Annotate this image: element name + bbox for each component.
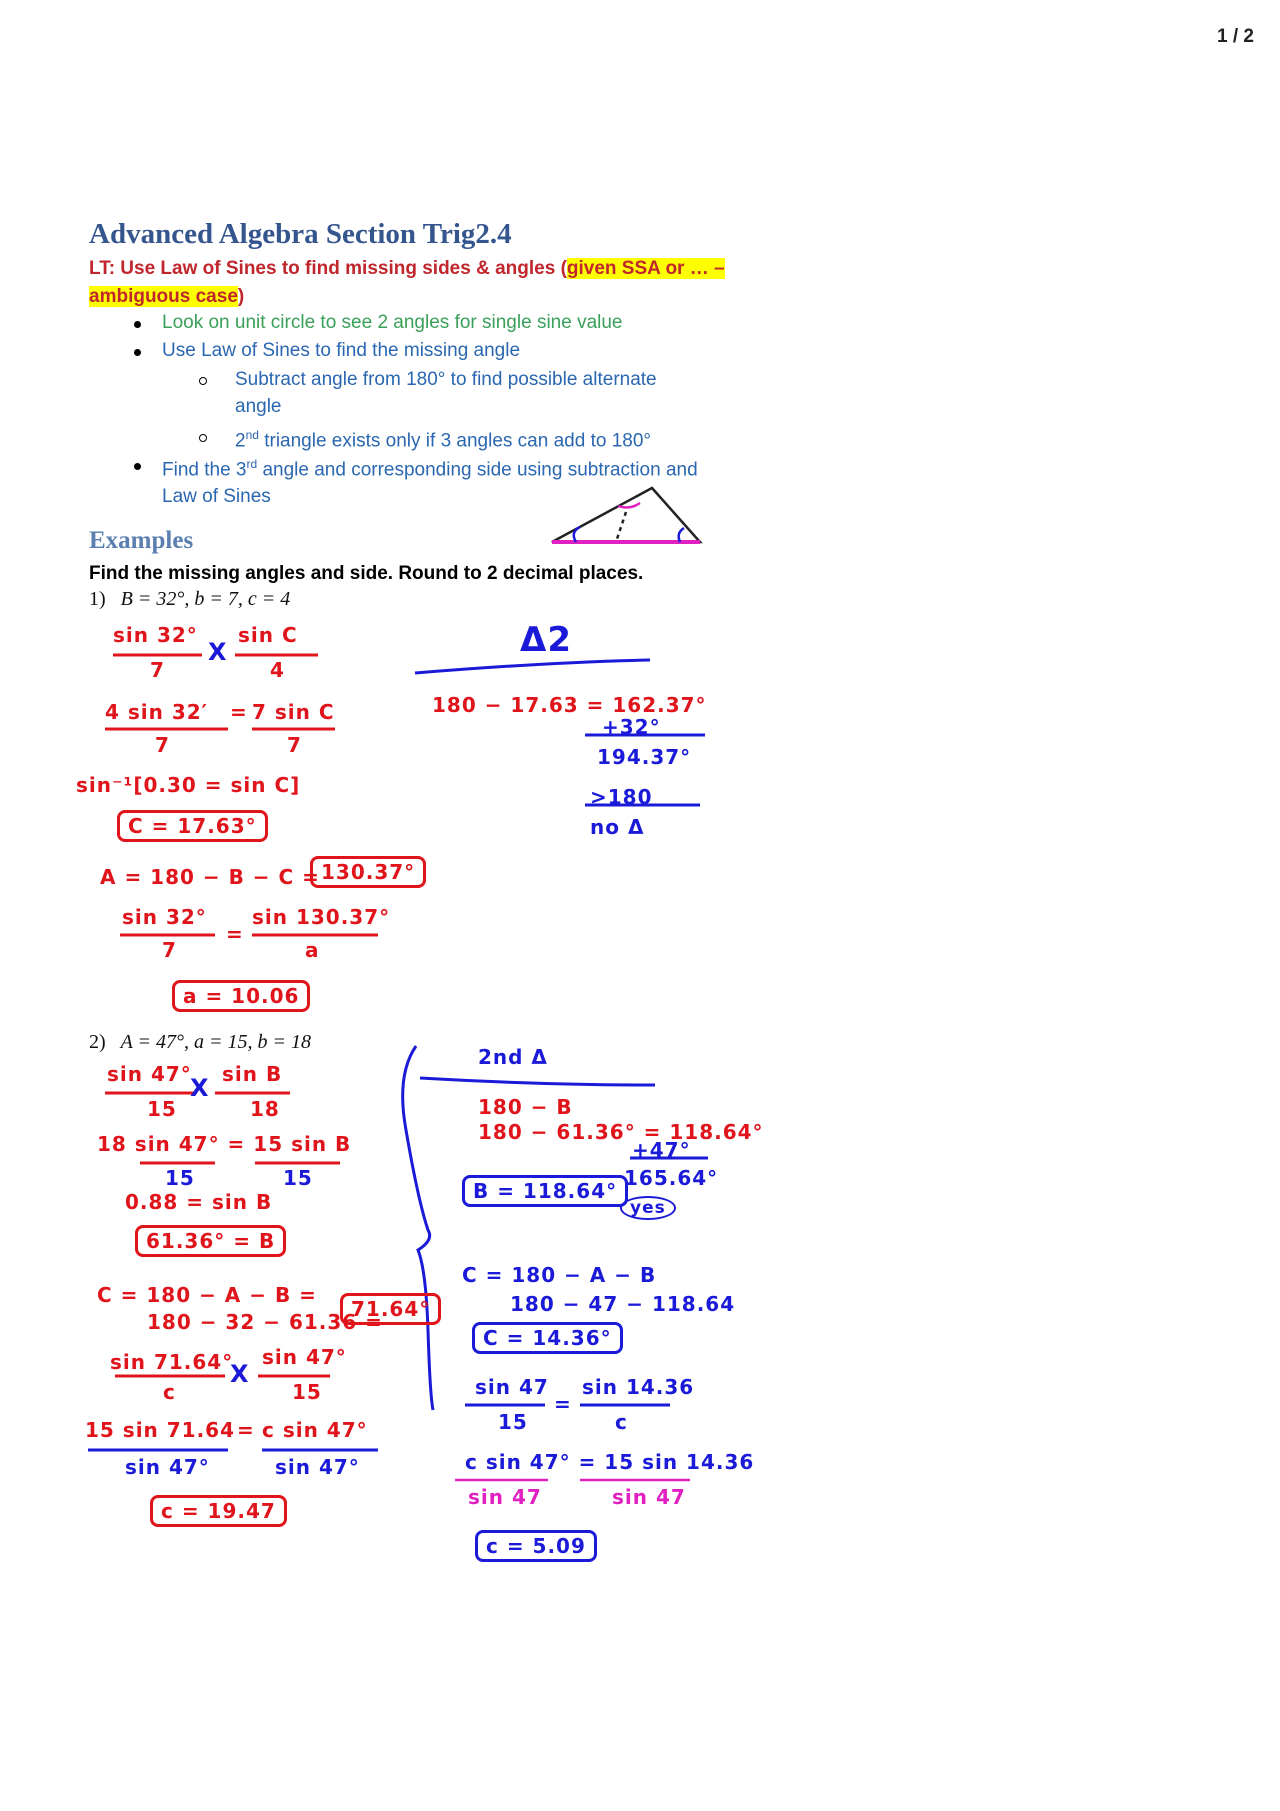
p1-step2-rhs: 7 sin C xyxy=(252,700,335,724)
p1-frac2-den: 4 xyxy=(270,658,285,682)
page-title: Advanced Algebra Section Trig2.4 xyxy=(89,218,512,250)
p1-a-line: A = 180 − B − C = xyxy=(100,865,320,889)
p2-ls-den2: 15 xyxy=(292,1380,322,1404)
p2-right-ls-den2: c xyxy=(615,1410,628,1434)
p1-result-a: a = 10.06 xyxy=(172,980,310,1012)
p2-right-result-b: B = 118.64° xyxy=(462,1175,628,1207)
p2-step4-eq: = xyxy=(237,1418,255,1442)
p2-ls-num2: sin 47° xyxy=(262,1345,347,1369)
p2-frac2-den: 18 xyxy=(250,1097,280,1121)
instructions: Find the missing angles and side. Round to 2 decimal places. xyxy=(89,563,644,584)
p2-right-step: c sin 47° = 15 sin 14.36 xyxy=(465,1450,755,1474)
p1-right-line2: +32° xyxy=(602,715,661,739)
p2-right-c-line1: C = 180 − A − B xyxy=(462,1263,657,1287)
p2-right-ls-num1: sin 47 xyxy=(475,1375,549,1399)
p2-frac2-num: sin B xyxy=(222,1062,283,1086)
p2-right-heading: 2nd Δ xyxy=(478,1045,548,1069)
p2-right-ls-num2: sin 14.36 xyxy=(582,1375,695,1399)
sub-bullet-2-post: triangle exists only if 3 angles can add to 180° xyxy=(258,430,651,452)
p2-result-c: c = 19.47 xyxy=(150,1495,287,1527)
p1-frac1-num: sin 32° xyxy=(113,623,198,647)
p2-right-line4: 165.64° xyxy=(624,1166,719,1190)
p2-frac1-num: sin 47° xyxy=(107,1062,192,1086)
p2-right-result-c: C = 14.36° xyxy=(472,1322,623,1354)
p1-ls-num1: sin 32° xyxy=(122,905,207,929)
p2-step2-den2: 15 xyxy=(283,1166,313,1190)
problem-2-givens: A = 47°, a = 15, b = 18 xyxy=(120,1031,312,1053)
p2-right-result-c2: c = 5.09 xyxy=(475,1530,597,1562)
p1-frac1-den: 7 xyxy=(150,658,165,682)
problem-2-number: 2) xyxy=(89,1031,106,1053)
sub-bullet-1-line1: Subtract angle from 180° to find possible alternate xyxy=(235,369,657,390)
p1-result-c: C = 17.63° xyxy=(117,810,268,842)
p2-right-ls-den1: 15 xyxy=(498,1410,528,1434)
bullet-3-sup: rd xyxy=(246,457,258,471)
lt-line1-text: LT: Use Law of Sines to find missing sides & angles ( xyxy=(89,258,567,279)
p1-step3: sin⁻¹[0.30 = sin C] xyxy=(76,773,301,797)
bullet-3-post: angle and corresponding side using subtraction and xyxy=(257,459,698,481)
sub-bullet-1-line2: angle xyxy=(235,396,282,417)
p2-c-line1: C = 180 − A − B = xyxy=(97,1283,317,1307)
cross-multiply-mark: X xyxy=(230,1360,250,1388)
cross-multiply-mark: X xyxy=(190,1074,210,1102)
p2-step4-den2: sin 47° xyxy=(275,1455,360,1479)
p1-right-line5: no Δ xyxy=(590,815,645,839)
p1-step2-eq: = xyxy=(230,700,248,724)
problem-1-givens: B = 32°, b = 7, c = 4 xyxy=(120,588,291,610)
p2-c-line2: 180 − 32 − 61.36 = xyxy=(147,1310,383,1334)
p1-step2-den1: 7 xyxy=(155,733,170,757)
lt-line2-highlight: ambiguous case xyxy=(89,286,238,307)
p2-step4-rhs: c sin 47° xyxy=(262,1418,368,1442)
p2-right-c-line2: 180 − 47 − 118.64 xyxy=(510,1292,736,1316)
p1-right-line3: 194.37° xyxy=(597,745,692,769)
sub-bullet-2-sup: nd xyxy=(245,428,259,442)
p2-step4-lhs: 15 sin 71.64 xyxy=(85,1418,236,1442)
p2-right-step-den2: sin 47 xyxy=(612,1485,686,1509)
p2-step2-den1: 15 xyxy=(165,1166,195,1190)
p2-step2: 18 sin 47° = 15 sin B xyxy=(97,1132,352,1156)
examples-heading: Examples xyxy=(89,527,194,554)
p2-frac1-den: 15 xyxy=(147,1097,177,1121)
p2-result-b: 61.36° = B xyxy=(135,1225,286,1257)
bullet-1: Look on unit circle to see 2 angles for single sine value xyxy=(162,312,623,333)
p1-step2-num: 4 sin 32′ xyxy=(105,700,208,724)
p2-right-line3: +47° xyxy=(632,1138,691,1162)
bullet-3-pre: Find the 3 xyxy=(162,459,247,481)
p1-ls-den1: 7 xyxy=(162,938,177,962)
p1-step2-den2: 7 xyxy=(287,733,302,757)
p2-right-step-den1: sin 47 xyxy=(468,1485,542,1509)
p2-step3: 0.88 = sin B xyxy=(125,1190,273,1214)
p2-right-line1: 180 − B xyxy=(478,1095,573,1119)
p2-c-result: 71.64° xyxy=(340,1293,441,1325)
p1-right-line1: 180 − 17.63 = 162.37° xyxy=(432,693,707,717)
lt-line1-highlight: given SSA or … – xyxy=(566,258,725,279)
triangle-diagram xyxy=(552,488,700,542)
p2-right-line2: 180 − 61.36° = 118.64° xyxy=(478,1120,764,1144)
page-number: 1 / 2 xyxy=(1217,26,1254,47)
p2-right-ls-eq: = xyxy=(554,1392,572,1416)
p1-right-heading: Δ2 xyxy=(520,620,572,660)
p1-ls-den2: a xyxy=(305,938,320,962)
cross-multiply-mark: X xyxy=(208,638,228,666)
sub-bullet-2-pre: 2 xyxy=(235,430,246,452)
p1-a-result: 130.37° xyxy=(310,856,426,888)
bullet-2: Use Law of Sines to find the missing angle xyxy=(162,340,521,361)
p2-step4-den1: sin 47° xyxy=(125,1455,210,1479)
lt-line2-text: ) xyxy=(237,286,245,307)
p2-ls-num1: sin 71.64° xyxy=(110,1350,234,1374)
bullet-3-line2: Law of Sines xyxy=(162,486,271,508)
p1-right-line4: >180 xyxy=(590,785,653,809)
p1-frac2-num: sin C xyxy=(238,623,298,647)
p1-ls-num2: sin 130.37° xyxy=(252,905,391,929)
p2-ls-den1: c xyxy=(163,1380,176,1404)
problem-1-number: 1) xyxy=(89,588,106,610)
yes-note: yes xyxy=(620,1196,676,1220)
p1-ls-eq: = xyxy=(226,922,244,946)
